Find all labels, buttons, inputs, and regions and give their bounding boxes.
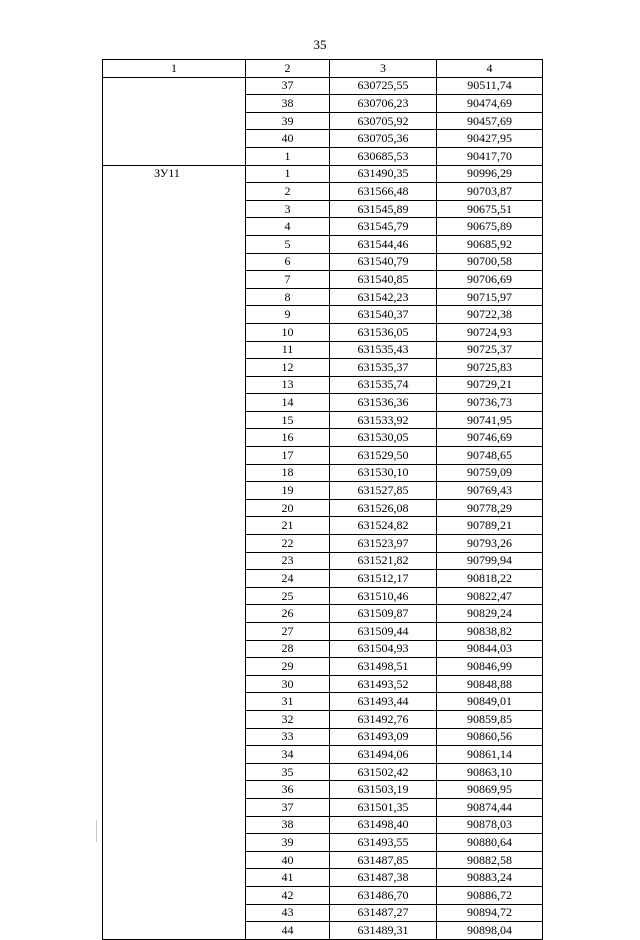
point-number-cell: 37	[246, 77, 330, 95]
y-coordinate-cell: 90869,95	[437, 781, 543, 799]
header-col-4: 4	[437, 60, 543, 78]
y-coordinate-cell: 90746,69	[437, 429, 543, 447]
point-number-cell: 9	[246, 306, 330, 324]
x-coordinate-cell: 631521,82	[330, 552, 437, 570]
y-coordinate-cell: 90457,69	[437, 112, 543, 130]
point-number-cell: 39	[246, 112, 330, 130]
x-coordinate-cell: 631540,37	[330, 306, 437, 324]
x-coordinate-cell: 630685,53	[330, 147, 437, 165]
point-number-cell: 1	[246, 165, 330, 183]
x-coordinate-cell: 631530,05	[330, 429, 437, 447]
y-coordinate-cell: 90838,82	[437, 623, 543, 641]
y-coordinate-cell: 90769,43	[437, 482, 543, 500]
point-number-cell: 12	[246, 359, 330, 377]
y-coordinate-cell: 90799,94	[437, 552, 543, 570]
x-coordinate-cell: 631493,52	[330, 675, 437, 693]
x-coordinate-cell: 631498,51	[330, 658, 437, 676]
x-coordinate-cell: 631493,09	[330, 728, 437, 746]
point-number-cell: 33	[246, 728, 330, 746]
y-coordinate-cell: 90848,88	[437, 675, 543, 693]
group-name: ЗУ11	[154, 165, 180, 180]
y-coordinate-cell: 90886,72	[437, 886, 543, 904]
y-coordinate-cell: 90818,22	[437, 570, 543, 588]
point-number-cell: 2	[246, 183, 330, 201]
x-coordinate-cell: 631533,92	[330, 411, 437, 429]
point-number-cell: 17	[246, 447, 330, 465]
x-coordinate-cell: 631524,82	[330, 517, 437, 535]
point-number-cell: 13	[246, 376, 330, 394]
x-coordinate-cell: 631542,23	[330, 288, 437, 306]
point-number-cell: 29	[246, 658, 330, 676]
point-number-cell: 32	[246, 710, 330, 728]
point-number-cell: 26	[246, 605, 330, 623]
point-number-cell: 23	[246, 552, 330, 570]
point-number-cell: 21	[246, 517, 330, 535]
y-coordinate-cell: 90846,99	[437, 658, 543, 676]
point-number-cell: 25	[246, 587, 330, 605]
y-coordinate-cell: 90725,37	[437, 341, 543, 359]
y-coordinate-cell: 90700,58	[437, 253, 543, 271]
point-number-cell: 35	[246, 763, 330, 781]
x-coordinate-cell: 631494,06	[330, 746, 437, 764]
point-number-cell: 4	[246, 218, 330, 236]
x-coordinate-cell: 631529,50	[330, 447, 437, 465]
point-number-cell: 10	[246, 323, 330, 341]
group-name-cell	[103, 165, 246, 939]
y-coordinate-cell: 90511,74	[437, 77, 543, 95]
y-coordinate-cell: 90894,72	[437, 904, 543, 922]
point-number-cell: 38	[246, 816, 330, 834]
y-coordinate-cell: 90736,73	[437, 394, 543, 412]
x-coordinate-cell: 631544,46	[330, 235, 437, 253]
y-coordinate-cell: 90685,92	[437, 235, 543, 253]
x-coordinate-cell: 631498,40	[330, 816, 437, 834]
y-coordinate-cell: 90829,24	[437, 605, 543, 623]
point-number-cell: 37	[246, 798, 330, 816]
y-coordinate-cell: 90844,03	[437, 640, 543, 658]
y-coordinate-cell: 90724,93	[437, 323, 543, 341]
point-number-cell: 6	[246, 253, 330, 271]
point-number-cell: 24	[246, 570, 330, 588]
y-coordinate-cell: 90748,65	[437, 447, 543, 465]
x-coordinate-cell: 630725,55	[330, 77, 437, 95]
y-coordinate-cell: 90861,14	[437, 746, 543, 764]
y-coordinate-cell: 90793,26	[437, 535, 543, 553]
y-coordinate-cell: 90715,97	[437, 288, 543, 306]
x-coordinate-cell: 631545,89	[330, 200, 437, 218]
y-coordinate-cell: 90859,85	[437, 710, 543, 728]
y-coordinate-cell: 90741,95	[437, 411, 543, 429]
x-coordinate-cell: 631487,38	[330, 869, 437, 887]
point-number-cell: 3	[246, 200, 330, 218]
point-number-cell: 8	[246, 288, 330, 306]
point-number-cell: 7	[246, 271, 330, 289]
point-number-cell: 34	[246, 746, 330, 764]
x-coordinate-cell: 631526,08	[330, 499, 437, 517]
header-row	[103, 60, 543, 78]
y-coordinate-cell: 90417,70	[437, 147, 543, 165]
y-coordinate-cell: 90725,83	[437, 359, 543, 377]
page-number: 35	[313, 37, 327, 52]
point-number-cell: 31	[246, 693, 330, 711]
point-number-cell: 41	[246, 869, 330, 887]
x-coordinate-cell: 631502,42	[330, 763, 437, 781]
point-number-cell: 18	[246, 464, 330, 482]
x-coordinate-cell: 631527,85	[330, 482, 437, 500]
y-coordinate-cell: 90898,04	[437, 922, 543, 940]
y-coordinate-cell: 90863,10	[437, 763, 543, 781]
y-coordinate-cell: 90759,09	[437, 464, 543, 482]
x-coordinate-cell: 631536,05	[330, 323, 437, 341]
x-coordinate-cell: 631493,44	[330, 693, 437, 711]
y-coordinate-cell: 90860,56	[437, 728, 543, 746]
x-coordinate-cell: 631530,10	[330, 464, 437, 482]
point-number-cell: 39	[246, 834, 330, 852]
y-coordinate-cell: 90722,38	[437, 306, 543, 324]
x-coordinate-cell: 631503,19	[330, 781, 437, 799]
point-number-cell: 22	[246, 535, 330, 553]
group-name-cell	[103, 77, 246, 165]
coordinates-table	[102, 59, 543, 940]
scan-mark-left	[96, 820, 97, 842]
point-number-cell: 14	[246, 394, 330, 412]
x-coordinate-cell: 631545,79	[330, 218, 437, 236]
header-col-2: 2	[246, 60, 330, 78]
x-coordinate-cell: 630706,23	[330, 95, 437, 113]
y-coordinate-cell: 90706,69	[437, 271, 543, 289]
y-coordinate-cell: 90883,24	[437, 869, 543, 887]
point-number-cell: 44	[246, 922, 330, 940]
table-body	[103, 77, 543, 939]
header-col-3: 3	[330, 60, 437, 78]
y-coordinate-cell: 90675,51	[437, 200, 543, 218]
x-coordinate-cell: 631510,46	[330, 587, 437, 605]
y-coordinate-cell: 90675,89	[437, 218, 543, 236]
y-coordinate-cell: 90849,01	[437, 693, 543, 711]
y-coordinate-cell: 90789,21	[437, 517, 543, 535]
x-coordinate-cell: 631501,35	[330, 798, 437, 816]
point-number-cell: 15	[246, 411, 330, 429]
point-number-cell: 38	[246, 95, 330, 113]
x-coordinate-cell: 630705,36	[330, 130, 437, 148]
point-number-cell: 1	[246, 147, 330, 165]
x-coordinate-cell: 631490,35	[330, 165, 437, 183]
x-coordinate-cell: 631509,44	[330, 623, 437, 641]
point-number-cell: 20	[246, 499, 330, 517]
point-number-cell: 28	[246, 640, 330, 658]
point-number-cell: 40	[246, 130, 330, 148]
y-coordinate-cell: 90729,21	[437, 376, 543, 394]
y-coordinate-cell: 90703,87	[437, 183, 543, 201]
x-coordinate-cell: 631489,31	[330, 922, 437, 940]
x-coordinate-cell: 631509,87	[330, 605, 437, 623]
x-coordinate-cell: 631487,27	[330, 904, 437, 922]
point-number-cell: 11	[246, 341, 330, 359]
x-coordinate-cell: 631504,93	[330, 640, 437, 658]
x-coordinate-cell: 630705,92	[330, 112, 437, 130]
point-number-cell: 19	[246, 482, 330, 500]
y-coordinate-cell: 90474,69	[437, 95, 543, 113]
table-row	[103, 77, 543, 95]
y-coordinate-cell: 90874,44	[437, 798, 543, 816]
x-coordinate-cell: 631487,85	[330, 851, 437, 869]
y-coordinate-cell: 90822,47	[437, 587, 543, 605]
x-coordinate-cell: 631512,17	[330, 570, 437, 588]
point-number-cell: 5	[246, 235, 330, 253]
point-number-cell: 42	[246, 886, 330, 904]
y-coordinate-cell: 90880,64	[437, 834, 543, 852]
y-coordinate-cell: 90778,29	[437, 499, 543, 517]
table-row	[103, 165, 543, 183]
x-coordinate-cell: 631540,85	[330, 271, 437, 289]
x-coordinate-cell: 631540,79	[330, 253, 437, 271]
point-number-cell: 27	[246, 623, 330, 641]
x-coordinate-cell: 631523,97	[330, 535, 437, 553]
x-coordinate-cell: 631536,36	[330, 394, 437, 412]
x-coordinate-cell: 631535,37	[330, 359, 437, 377]
y-coordinate-cell: 90882,58	[437, 851, 543, 869]
point-number-cell: 43	[246, 904, 330, 922]
y-coordinate-cell: 90996,29	[437, 165, 543, 183]
y-coordinate-cell: 90427,95	[437, 130, 543, 148]
point-number-cell: 40	[246, 851, 330, 869]
point-number-cell: 36	[246, 781, 330, 799]
x-coordinate-cell: 631566,48	[330, 183, 437, 201]
x-coordinate-cell: 631493,55	[330, 834, 437, 852]
y-coordinate-cell: 90878,03	[437, 816, 543, 834]
point-number-cell: 30	[246, 675, 330, 693]
x-coordinate-cell: 631492,76	[330, 710, 437, 728]
x-coordinate-cell: 631535,74	[330, 376, 437, 394]
x-coordinate-cell: 631535,43	[330, 341, 437, 359]
x-coordinate-cell: 631486,70	[330, 886, 437, 904]
point-number-cell: 16	[246, 429, 330, 447]
header-col-1: 1	[103, 60, 246, 78]
